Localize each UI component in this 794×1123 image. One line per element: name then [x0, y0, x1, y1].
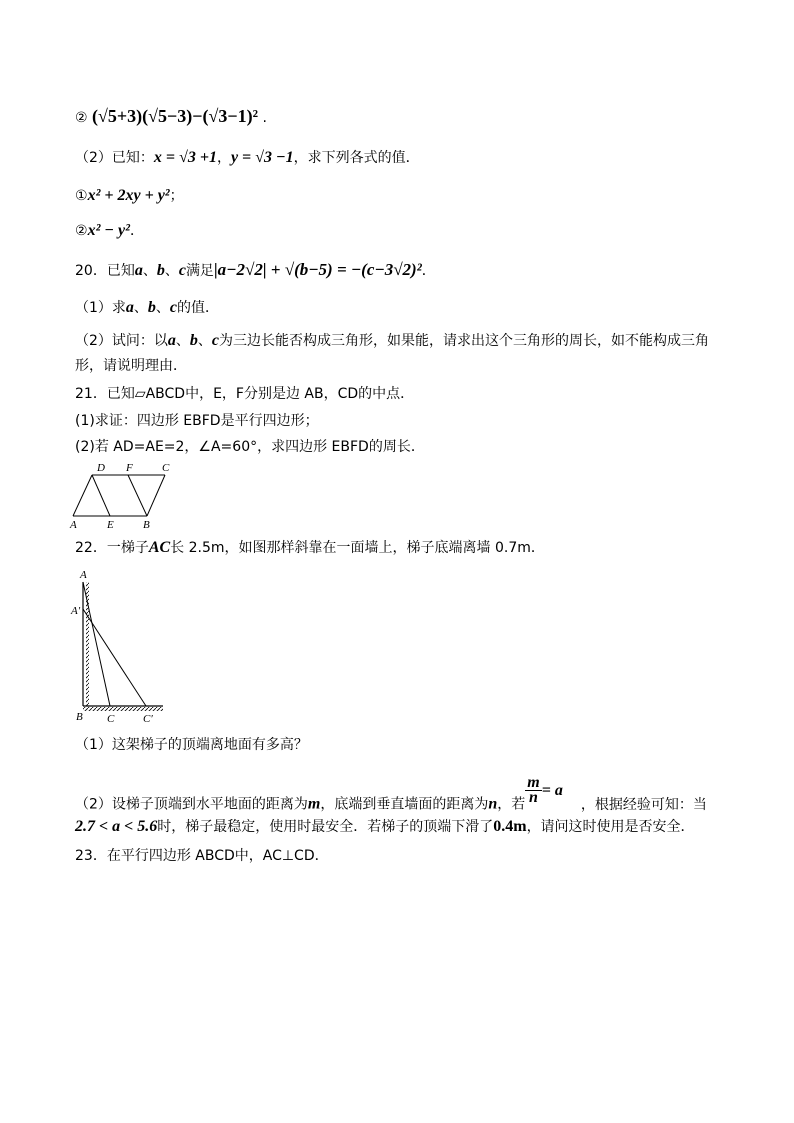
math-expression: x² + 2xy + y² [87, 187, 170, 204]
ladder-a-prime-c-prime [83, 609, 146, 706]
numerator: m [527, 774, 540, 791]
punct: 、 [175, 333, 190, 349]
fraction-m-over-n [525, 776, 541, 805]
var-c: c [178, 262, 186, 279]
label-d: D [97, 462, 105, 474]
q21-stem: 21．已知▱ABCD中，E，F分别是边 AB，CD的中点． [75, 386, 415, 402]
var-a: a [125, 299, 134, 316]
punct: 、 [155, 300, 170, 316]
q20-part2-line2: 形，请说明理由． [75, 358, 187, 374]
text: （2）试问：以 [75, 333, 168, 349]
punct: 、 [197, 333, 212, 349]
math-expression: x² − y² [87, 222, 130, 239]
ground-hatching [83, 707, 163, 711]
label-f: F [126, 462, 133, 474]
q22-part1: （1）这架梯子的顶端离地面有多高？ [75, 737, 308, 753]
label-b: B [143, 519, 150, 531]
var-a: a [134, 262, 143, 279]
q21-part2: (2)若 AD=AE=2，∠A=60°，求四边形 EBFD的周长． [75, 439, 425, 455]
var-b: b [147, 299, 156, 316]
math-range: 2.7 < a < 5.6 [75, 818, 158, 835]
var-b: b [156, 262, 165, 279]
text: （2）已知： [75, 150, 154, 166]
math-expression: (√5+3)(√5−3)−(√3−1)² [92, 106, 259, 126]
punct: ； [169, 188, 184, 204]
math-x: x = √3 +1 [153, 149, 217, 166]
punct: . [262, 110, 267, 126]
punct: 、 [142, 263, 157, 279]
q22-part2 [75, 774, 707, 819]
label-a: A [70, 519, 77, 531]
label-c: C [162, 462, 170, 474]
var-b: b [189, 332, 198, 349]
text: 长 2.5m，如图那样斜靠在一面墙上，梯子底端离墙 0.7m． [170, 540, 545, 556]
text: 满足 [185, 263, 214, 279]
text: （1）求 [75, 300, 126, 316]
punct: ， [216, 150, 231, 166]
text: 22．一梯子 [75, 540, 149, 556]
item-marker: ① [75, 188, 88, 204]
text: 20．已知 [75, 263, 135, 279]
q22-part2-line2 [75, 817, 695, 837]
punct: ． [129, 223, 144, 239]
text: ，请问这时使用是否安全． [526, 819, 695, 835]
punct: 、 [164, 263, 179, 279]
punct: 、 [133, 300, 148, 316]
text: （2）设梯子顶端到水平地面的距离为 [75, 796, 308, 813]
math-condition: |a−2√2| + √(b−5) = −(c−3√2)² [213, 260, 422, 279]
text: 时，梯子最稳定，使用时最安全．若梯子的顶端下滑了 [157, 819, 494, 835]
var-c: c [211, 332, 220, 349]
label-a: A [80, 569, 87, 581]
q23-stem: 23．在平行四边形 ABCD中，AC⊥CD． [75, 848, 329, 864]
var-a: a [167, 332, 176, 349]
item-marker: ② [75, 223, 88, 239]
q21-part1: (1)求证：四边形 EBFD是平行四边形； [75, 413, 319, 429]
label-b: B [76, 711, 83, 723]
text: 的值． [177, 300, 220, 316]
text: ，若 [497, 796, 526, 813]
math-ac: AC [148, 539, 171, 556]
denominator: n [529, 789, 538, 806]
item-marker: ② [75, 110, 88, 126]
text: ，求下列各式的值． [293, 150, 420, 166]
math-slide: 0.4m [493, 818, 527, 835]
var-n: n [488, 795, 498, 813]
math-eq-a: = a [541, 781, 563, 799]
label-e: E [107, 519, 114, 531]
label-c-prime: C′ [143, 713, 153, 725]
label-a-prime: A′ [71, 605, 81, 617]
text: 为三边长能否构成三角形，如果能，请求出这个三角形的周长，如不能构成三角 [219, 333, 710, 349]
label-c: C [107, 713, 115, 725]
text: ，根据经验可知：当 [580, 796, 707, 813]
var-m: m [307, 795, 321, 813]
math-y: y = √3 −1 [230, 149, 294, 166]
text: ，底端到垂直墙面的距离为 [320, 796, 489, 813]
var-c: c [169, 299, 178, 316]
punct: ． [421, 263, 436, 279]
